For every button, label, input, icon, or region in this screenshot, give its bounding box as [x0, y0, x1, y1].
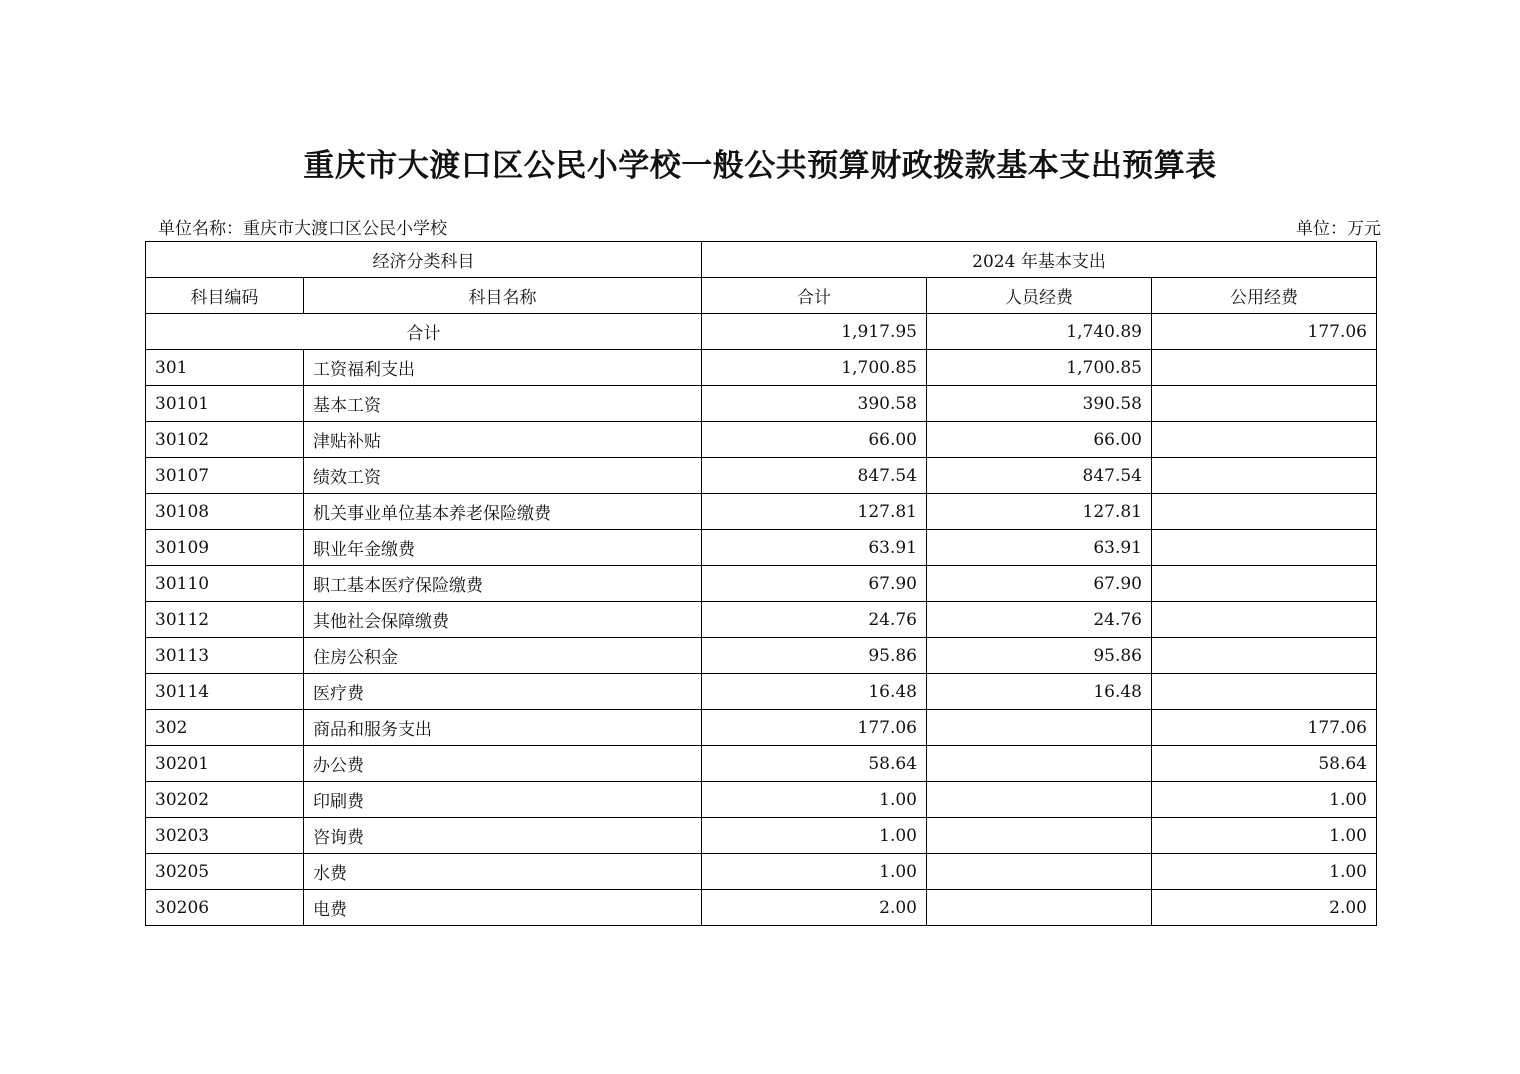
- unit-name-label: 单位名称：重庆市大渡口区公民小学校: [158, 219, 447, 239]
- table-row: [146, 530, 1377, 566]
- row-public: [1152, 530, 1377, 566]
- total-label: 合计: [146, 314, 702, 350]
- row-name: 基本工资: [304, 386, 702, 422]
- row-code: 30112: [146, 602, 304, 638]
- row-total: 390.58: [702, 386, 927, 422]
- row-personnel: [927, 818, 1152, 854]
- table-row: [146, 458, 1377, 494]
- row-total: 63.91: [702, 530, 927, 566]
- row-code: 30202: [146, 782, 304, 818]
- row-public: 1.00: [1152, 854, 1377, 890]
- row-code: 30114: [146, 674, 304, 710]
- table-row: [146, 566, 1377, 602]
- table-row: [146, 710, 1377, 746]
- row-total: 95.86: [702, 638, 927, 674]
- row-name: 机关事业单位基本养老保险缴费: [304, 494, 702, 530]
- row-personnel: 95.86: [927, 638, 1152, 674]
- row-code: 30113: [146, 638, 304, 674]
- row-name: 住房公积金: [304, 638, 702, 674]
- row-name: 咨询费: [304, 818, 702, 854]
- row-total: 177.06: [702, 710, 927, 746]
- row-personnel: 127.81: [927, 494, 1152, 530]
- row-code: 30205: [146, 854, 304, 890]
- row-public: [1152, 674, 1377, 710]
- table-row: [146, 494, 1377, 530]
- row-public: [1152, 602, 1377, 638]
- row-code: 30102: [146, 422, 304, 458]
- row-code: 30109: [146, 530, 304, 566]
- row-name: 商品和服务支出: [304, 710, 702, 746]
- row-personnel: 66.00: [927, 422, 1152, 458]
- row-name: 办公费: [304, 746, 702, 782]
- row-total: 58.64: [702, 746, 927, 782]
- row-name: 津贴补贴: [304, 422, 702, 458]
- row-name: 工资福利支出: [304, 350, 702, 386]
- unit-label: 单位：万元: [1296, 219, 1381, 239]
- row-total: 1.00: [702, 854, 927, 890]
- row-total: 67.90: [702, 566, 927, 602]
- row-personnel: 67.90: [927, 566, 1152, 602]
- row-code: 301: [146, 350, 304, 386]
- row-code: 30107: [146, 458, 304, 494]
- row-personnel: [927, 746, 1152, 782]
- table-row: [146, 818, 1377, 854]
- row-name: 医疗费: [304, 674, 702, 710]
- row-public: 2.00: [1152, 890, 1377, 926]
- row-public: [1152, 386, 1377, 422]
- header-economic-category: 经济分类科目: [146, 242, 702, 278]
- document-title: 重庆市大渡口区公民小学校一般公共预算财政拨款基本支出预算表: [303, 148, 1217, 184]
- table-row: [146, 386, 1377, 422]
- table-row: [146, 854, 1377, 890]
- row-name: 印刷费: [304, 782, 702, 818]
- row-name: 其他社会保障缴费: [304, 602, 702, 638]
- header-public: 公用经费: [1152, 278, 1377, 314]
- row-public: [1152, 350, 1377, 386]
- row-public: [1152, 458, 1377, 494]
- row-personnel: 390.58: [927, 386, 1152, 422]
- row-personnel: 847.54: [927, 458, 1152, 494]
- row-personnel: [927, 854, 1152, 890]
- row-code: 30203: [146, 818, 304, 854]
- table-row: [146, 638, 1377, 674]
- row-public: [1152, 494, 1377, 530]
- row-total: 1.00: [702, 782, 927, 818]
- table-row: [146, 674, 1377, 710]
- row-total: 16.48: [702, 674, 927, 710]
- row-code: 30101: [146, 386, 304, 422]
- row-code: 30108: [146, 494, 304, 530]
- table-row: [146, 422, 1377, 458]
- row-total: 127.81: [702, 494, 927, 530]
- table-row: [146, 890, 1377, 926]
- row-public: [1152, 566, 1377, 602]
- row-public: [1152, 638, 1377, 674]
- budget-table-body: [146, 242, 1377, 926]
- header-personnel: 人员经费: [927, 278, 1152, 314]
- row-code: 30110: [146, 566, 304, 602]
- row-personnel: [927, 890, 1152, 926]
- row-personnel: 1,700.85: [927, 350, 1152, 386]
- row-personnel: 16.48: [927, 674, 1152, 710]
- table-row: [146, 782, 1377, 818]
- table-row: [146, 350, 1377, 386]
- header-code: 科目编码: [146, 278, 304, 314]
- row-code: 30201: [146, 746, 304, 782]
- row-public: 1.00: [1152, 782, 1377, 818]
- table-row: [146, 602, 1377, 638]
- row-personnel: [927, 710, 1152, 746]
- row-name: 水费: [304, 854, 702, 890]
- total-total: 1,917.95: [702, 314, 927, 350]
- header-total: 合计: [702, 278, 927, 314]
- row-personnel: 63.91: [927, 530, 1152, 566]
- row-total: 1,700.85: [702, 350, 927, 386]
- row-public: [1152, 422, 1377, 458]
- row-total: 66.00: [702, 422, 927, 458]
- header-row-group: [146, 242, 1377, 278]
- total-personnel: 1,740.89: [927, 314, 1152, 350]
- row-personnel: [927, 782, 1152, 818]
- row-personnel: 24.76: [927, 602, 1152, 638]
- total-public: 177.06: [1152, 314, 1377, 350]
- row-total: 1.00: [702, 818, 927, 854]
- row-total: 847.54: [702, 458, 927, 494]
- row-public: 177.06: [1152, 710, 1377, 746]
- header-row-columns: [146, 278, 1377, 314]
- row-public: 58.64: [1152, 746, 1377, 782]
- total-row: [146, 314, 1377, 350]
- row-public: 1.00: [1152, 818, 1377, 854]
- row-code: 30206: [146, 890, 304, 926]
- row-name: 职业年金缴费: [304, 530, 702, 566]
- row-name: 电费: [304, 890, 702, 926]
- header-basic-expenditure: 2024 年基本支出: [702, 242, 1377, 278]
- row-total: 2.00: [702, 890, 927, 926]
- row-total: 24.76: [702, 602, 927, 638]
- header-name: 科目名称: [304, 278, 702, 314]
- budget-table: [145, 241, 1377, 926]
- row-name: 职工基本医疗保险缴费: [304, 566, 702, 602]
- row-name: 绩效工资: [304, 458, 702, 494]
- table-row: [146, 746, 1377, 782]
- row-code: 302: [146, 710, 304, 746]
